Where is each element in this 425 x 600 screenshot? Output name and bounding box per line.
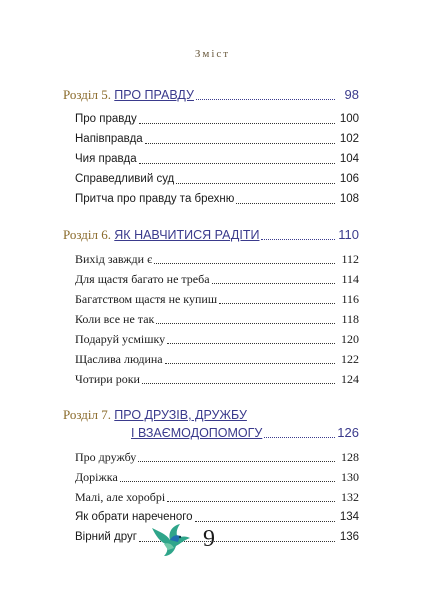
section-title-line1: ПРО ДРУЗІВ, ДРУЖБУ [114, 408, 247, 422]
entry-label: Для щастя багато не треба [75, 272, 210, 286]
entry-page: 106 [339, 173, 359, 185]
entry-page: 108 [339, 193, 359, 205]
entry-page: 124 [341, 372, 359, 386]
section-heading[interactable] [63, 86, 359, 104]
entry-label: Чотири роки [75, 372, 140, 386]
entry-label: Як обрати нареченого [75, 511, 193, 523]
entry-page: 114 [341, 272, 359, 286]
dot-leader [145, 143, 335, 144]
entry-page: 130 [341, 470, 359, 484]
entry-page: 100 [339, 113, 359, 125]
entry-page: 122 [341, 352, 359, 366]
entry-label: Про дружбу [75, 450, 137, 464]
dot-leader [154, 263, 335, 264]
page-title: Зміст [194, 48, 231, 60]
dot-leader [196, 99, 335, 100]
toc-entry[interactable] [75, 270, 359, 288]
toc-section-6 [63, 226, 359, 388]
toc-entry[interactable] [75, 310, 359, 328]
dot-leader [165, 363, 335, 364]
dot-leader [236, 203, 335, 204]
entry-label: Малі, але хоробрі [75, 490, 166, 504]
section-title: ПРО ПРАВДУ [114, 88, 194, 102]
entry-page: 120 [341, 332, 359, 346]
entry-label: Чия правда [75, 153, 137, 165]
page-footer [0, 522, 425, 562]
toc-entry[interactable] [75, 170, 359, 188]
dot-leader [261, 239, 335, 240]
section-title-line2: І ВЗАЄМОДОПОМОГУ [131, 426, 263, 440]
entry-label: Справедливий суд [75, 173, 175, 185]
toc-entry[interactable] [75, 468, 359, 486]
entry-page: 128 [341, 450, 359, 464]
toc-entry[interactable] [75, 250, 359, 268]
toc-entry[interactable] [75, 110, 359, 128]
entry-label: Про правду [75, 113, 137, 125]
dot-leader [167, 343, 335, 344]
toc-entry[interactable] [75, 130, 359, 148]
dot-leader [219, 303, 335, 304]
dot-leader [167, 501, 335, 502]
entry-page: 116 [341, 292, 359, 306]
entry-page: 118 [341, 312, 359, 326]
dot-leader [176, 183, 335, 184]
entry-label: Притча про правду та брехню [75, 193, 235, 205]
dot-leader [212, 283, 335, 284]
dot-leader [142, 383, 335, 384]
entry-page: 102 [339, 133, 359, 145]
entry-label: Багатством щастя не купиш [75, 292, 218, 306]
toc-entry[interactable] [75, 488, 359, 506]
dot-leader [264, 437, 335, 438]
toc-entry[interactable] [75, 290, 359, 308]
toc-section-5 [63, 86, 359, 208]
dot-leader [139, 163, 335, 164]
entry-page: 136 [339, 531, 359, 543]
entry-label: Доріжка [75, 470, 118, 484]
section-heading[interactable] [63, 406, 359, 442]
toc-entry[interactable] [75, 370, 359, 388]
page-number: 9 [203, 526, 215, 552]
dot-leader [156, 323, 335, 324]
entry-page: 134 [339, 511, 359, 523]
entry-label: Коли все не так [75, 312, 155, 326]
entry-page: 112 [341, 252, 359, 266]
section-page: 110 [338, 227, 359, 242]
entry-label: Вихід завжди є [75, 252, 153, 266]
toc-entry[interactable] [75, 448, 359, 466]
toc-entry[interactable] [75, 150, 359, 168]
section-prefix: Розділ 5. [63, 87, 112, 102]
bird-icon [150, 522, 194, 563]
table-of-contents [63, 86, 359, 564]
section-page: 126 [337, 425, 359, 440]
section-heading[interactable] [63, 226, 359, 244]
section-prefix: Розділ 7. [63, 407, 112, 422]
section-page: 98 [344, 87, 359, 102]
entry-label: Подаруй усмішку [75, 332, 166, 346]
entry-label: Вірний друг [75, 531, 137, 543]
toc-entry[interactable] [75, 350, 359, 368]
dot-leader [120, 481, 335, 482]
section-title: ЯК НАВЧИТИСЯ РАДІТИ [114, 228, 260, 242]
toc-entry[interactable] [75, 190, 359, 208]
section-prefix: Розділ 6. [63, 227, 112, 242]
entry-page: 132 [341, 490, 359, 504]
entry-page: 104 [339, 153, 359, 165]
toc-entry[interactable] [75, 330, 359, 348]
entry-label: Щаслива людина [75, 352, 163, 366]
entry-label: Напівправда [75, 133, 143, 145]
dot-leader [139, 123, 335, 124]
dot-leader [138, 461, 335, 462]
